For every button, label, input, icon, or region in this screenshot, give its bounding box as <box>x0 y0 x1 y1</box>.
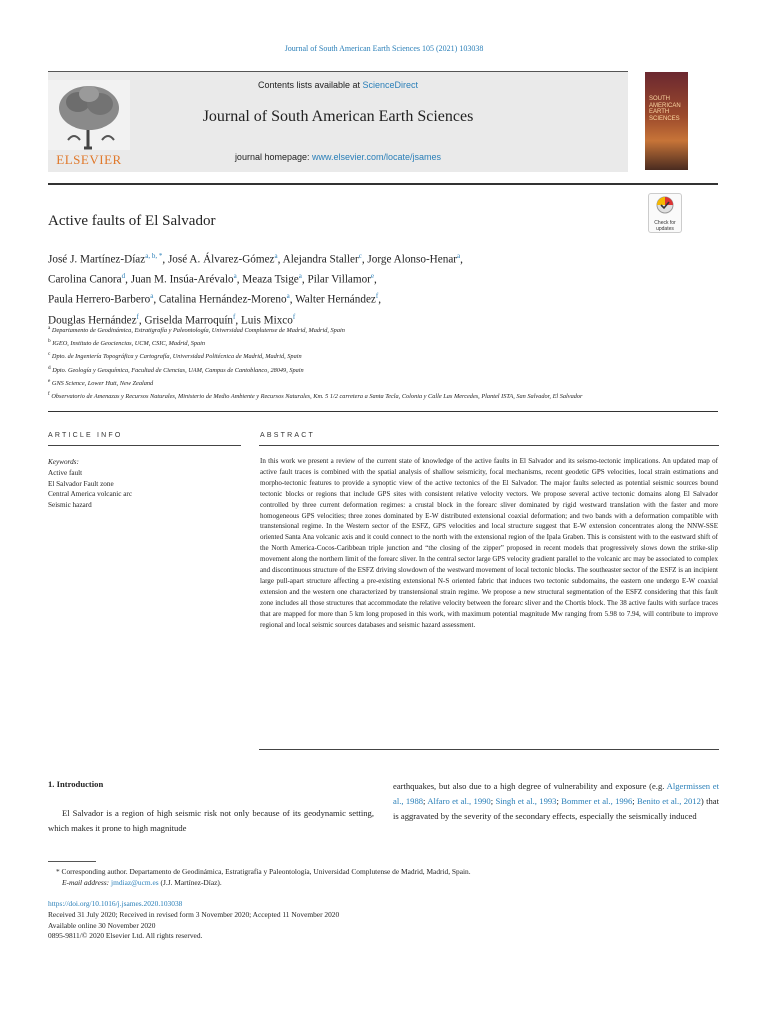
journal-cover-title: SOUTH AMERICAN EARTH SCIENCES <box>649 96 681 122</box>
author[interactable]: Luis Mixco <box>240 314 293 327</box>
corresponding-author-note: * Corresponding author. Departamento de Geodinámica, Estratigrafía y Paleontología, Universidad Complutense de Madrid, Madrid, Spain. <box>56 867 471 876</box>
author-list: José J. Martínez-Díaz$^{a, b, *}$, José A. Álvarez-Gómez$^a$, Alejandra Staller$^c$, Jorge Alonso-Henar$^a$, Carolina Canora$^d$, Juan M. Insúa-Arévalo$^a$, Meaza Tsige$^a$, Pilar Villamor$^e$, Paula Herrero-Barbero$^a$, Catalina Hernández-Moreno$^a$, Walter Hernández$^f$, Douglas Hernández$^f$, Griselda Marroquín$^f$, Luis Mixco$^f$ <box>48 252 463 327</box>
author[interactable]: Griselda Marroquín <box>144 314 234 327</box>
citation-link[interactable]: Alfaro et al., 1990 <box>427 796 491 806</box>
author[interactable]: Meaza Tsige <box>242 273 299 286</box>
affiliation-item <box>48 389 698 402</box>
affiliation-sup: f <box>48 390 50 397</box>
email-link[interactable]: jmdiaz@ucm.es <box>111 878 159 887</box>
citation-link[interactable]: Singh et al., 1993 <box>495 796 557 806</box>
author-sup[interactable]: a, b, * <box>145 252 163 260</box>
keyword-item: Central America volcanic arc <box>48 490 133 499</box>
author-sup[interactable]: a <box>233 272 237 281</box>
received-dates: Received 31 July 2020; Received in revised form 3 November 2020; Accepted 11 November 2020 <box>48 909 340 919</box>
affiliation-sup: a <box>48 325 51 331</box>
author[interactable]: José A. Álvarez-Gómez <box>167 253 275 266</box>
affiliation-sup: e <box>48 377 51 384</box>
affiliation-item <box>48 349 698 362</box>
elsevier-logo-text: ELSEVIER <box>56 152 122 167</box>
affiliation-text: Observatorio de Amenazas y Recursos Naturales, Ministerio de Medio Ambiente y Recursos Naturales, Km. 5 1/2 carretera a Santa Tecla, Colonia y Calle Las Mercedes, Plantel ISTA, San Salvador, El Salvador <box>51 393 583 401</box>
publication-info <box>48 899 339 942</box>
author-sup[interactable]: a <box>274 252 278 260</box>
intro-text: ) that is aggravated by the severity of the secondary effects, especially the seismically induced <box>393 796 719 821</box>
check-updates-icon <box>649 194 681 216</box>
author-sup[interactable]: f <box>233 312 236 321</box>
keywords-block <box>48 457 132 511</box>
footnote <box>48 866 718 888</box>
abstract-text: In this work we present a review of the current state of knowledge of the active faults in El Salvador and its seismo-tectonic implications. An updated map of active fault traces is combined with the spatial analysis of shallow seismicity, focal mechanisms, recent geodetic GPS velocities, local strain estimations and morpho-tectonic features to provide a synoptic view of the active tectonics of the El Salvador. The major faults selected as potential seismic sources bound tectonic blocks or regions that include GPS sites with consistent relative velocity vectors. We propose several active tectonic domains along El Salvador controlled by three current deformation regimes: a crustal block in the forearc sliver dominated by rigid westward translation with the faster and more homogeneous GPS velocities; three zones dominated by E-W distributed extensional coaxial deformation; and two bands with a deformation compatible with transtensional regime. In the Western sector of the ESFZ, GPS velocities and local structure suggest that E-W extension concentrates along the NNW-SSE oriented Santa Ana volcanic axis and it could connect to the north with the extensional region of the Ipala Graben. This is consistent with to the eastward shift of the North America-Cocos-Caribbean triple junction and “the closing of the zipper” proposed in recent models that progressively slows down the strike-slip movement along the northern limit of the forearc sliver. In the central sector large GPS velocity gradient parallel to the volcanic arc may be associated to complex and discontinuous structure of the ESFZ driving slowdown of the westward movement of local tectonic blocks. The southeaster sector of the ESFZ is an incipient large pull-apart structure affecting a pre-existing extensional N-S oriented fabric that induces two tectonic subdomains, the eastern one undergo E-W coaxial extension and the western one characterized by transtensional strain regime. We propose a new structural segmentation of the ESFZ considering that this fault zone includes all those structures that accommodate the relative velocity between the forearc sliver and the Chortís block. The 38 active faults with surface traces that are mapped for more than 5 km long proposed in this work, with maximum potential magnitude Mw ranging from 5.98 to 7.94, will contribute to improve regional and local seismic sources databases and seismic hazard assessment. <box>260 457 718 629</box>
citation-link[interactable]: Bommer et al., 1996 <box>561 796 633 806</box>
affiliation-list <box>48 323 698 402</box>
affiliation-item <box>48 363 698 376</box>
author-sup[interactable]: c <box>358 252 362 260</box>
email-suffix: (J.J. Martínez-Díaz). <box>160 878 222 887</box>
author[interactable]: Carolina Canora <box>48 273 122 286</box>
intro-right-column: earthquakes, but also due to a high degree of vulnerability and exposure (e.g. Algermissen et al., 1988; Alfaro et al., 1990; Singh et al., 1993; Bommer et al., 1996; Benito et al., 2012) that is aggravated by the severity of the secondary effects, especially the seismically induced <box>393 781 719 821</box>
keyword-item: Seismic hazard <box>48 501 92 510</box>
author-sup[interactable]: f <box>292 312 296 321</box>
author-sup[interactable]: a <box>150 292 154 301</box>
affiliation-text: Dpto. de Ingeniería Topográfica y Cartografía, Universidad Politécnica de Madrid, Madrid, Spain <box>51 353 302 361</box>
affiliation-sup: b <box>48 338 51 345</box>
author-sup[interactable]: f <box>375 292 379 301</box>
check-for-updates-button[interactable] <box>648 193 682 233</box>
section-divider <box>48 411 718 412</box>
affiliation-sup: d <box>48 364 51 371</box>
journal-title: Journal of South American Earth Sciences <box>202 108 474 125</box>
author[interactable]: Alejandra Staller <box>282 253 359 266</box>
author[interactable]: Catalina Hernández-Moreno <box>158 294 287 307</box>
footnote-divider <box>48 861 96 862</box>
author-sup[interactable]: e <box>370 272 375 281</box>
author-sup[interactable]: a <box>457 252 461 260</box>
keywords-label: Keywords: <box>48 458 79 466</box>
article-title: Active faults of El Salvador <box>48 213 216 229</box>
author-sup[interactable]: a <box>298 272 302 281</box>
article-info-heading: ARTICLE INFO <box>48 432 123 439</box>
author[interactable]: Juan M. Insúa-Arévalo <box>130 273 234 286</box>
affiliation-sup: c <box>48 351 51 358</box>
citation-link[interactable]: Algermissen et al., 1988 <box>393 781 719 806</box>
affiliation-item <box>48 376 698 389</box>
available-online: Available online 30 November 2020 <box>48 920 156 930</box>
contents-prefix: Contents lists available at <box>257 80 363 90</box>
header-divider <box>48 183 718 185</box>
affiliation-text: GNS Science, Lower Hutt, New Zealand <box>51 379 154 387</box>
author-sup[interactable]: d <box>121 272 126 281</box>
keyword-item: El Salvador Fault zone <box>48 479 114 488</box>
section-heading-introduction: 1. Introduction <box>48 779 104 789</box>
author-sup[interactable]: a <box>286 292 290 301</box>
affiliation-text: Dpto. Geología y Geoquímica, Facultad de Ciencias, UAM, Campus de Cantoblanco, 28049, Spain <box>52 366 304 374</box>
copyright: 0895-9811/© 2020 Elsevier Ltd. All rights reserved. <box>48 931 203 941</box>
keyword-item: Active fault <box>48 468 83 477</box>
author-sup[interactable]: f <box>136 312 139 321</box>
author[interactable]: Douglas Hernández <box>48 314 137 327</box>
affiliation-text: IGEO, Instituto de Geociencias, UCM, CSIC, Madrid, Spain <box>52 340 206 348</box>
homepage-link[interactable]: www.elsevier.com/locate/jsames <box>312 152 442 162</box>
journal-reference[interactable]: Journal of South American Earth Sciences 105 (2021) 103038 <box>284 44 484 53</box>
article-info-rule <box>48 445 241 446</box>
author[interactable]: Walter Hernández <box>295 294 376 307</box>
author[interactable]: Pilar Villamor <box>307 273 371 286</box>
homepage-prefix: journal homepage: <box>234 152 312 162</box>
abstract-heading: ABSTRACT <box>260 432 315 439</box>
author[interactable]: Jorge Alonso-Henar <box>367 253 458 266</box>
affiliation-item <box>48 323 698 336</box>
author[interactable]: José J. Martínez-Díaz <box>48 253 146 266</box>
doi-link[interactable]: https://doi.org/10.1016/j.jsames.2020.103038 <box>48 899 183 908</box>
citation-link[interactable]: Benito et al., 2012 <box>637 796 701 806</box>
journal-homepage <box>48 152 628 162</box>
contents-line <box>48 80 628 90</box>
check-updates-label: Check for updates <box>654 220 676 232</box>
email-line <box>48 877 718 888</box>
affiliation-text: Departamento de Geodinámica, Estratigrafía y Paleontología, Universidad Complutense de Madrid, Madrid, Spain <box>51 327 345 335</box>
sciencedirect-link[interactable]: ScienceDirect <box>362 80 419 90</box>
author[interactable]: Paula Herrero-Barbero <box>48 294 151 307</box>
intro-text: earthquakes, but also due to a high degree of vulnerability and exposure (e.g. <box>393 781 667 791</box>
affiliation-item <box>48 336 698 349</box>
email-label: E-mail address: <box>62 878 110 887</box>
intro-left-column: El Salvador is a region of high seismic risk not only because of its geodynamic setting, which makes it prone to high magnitude <box>48 808 374 833</box>
